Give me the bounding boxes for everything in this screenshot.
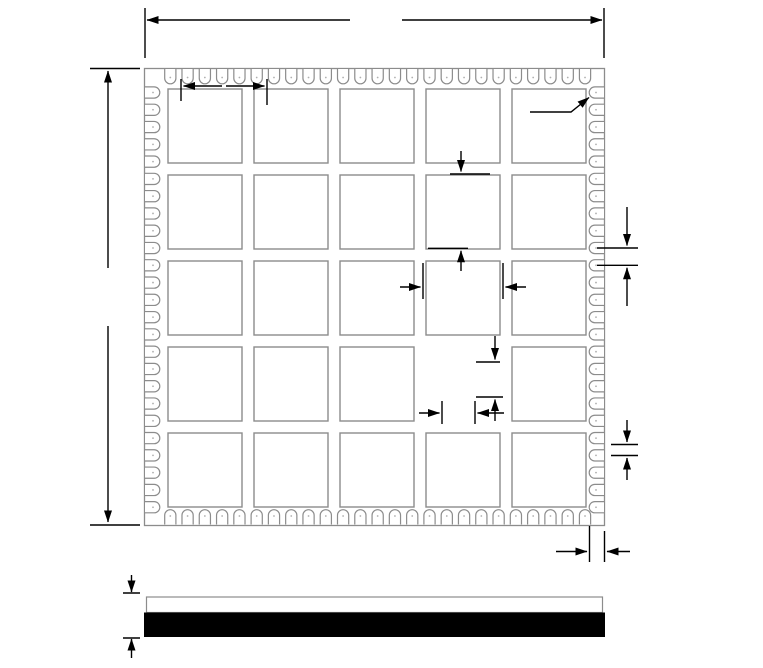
castellation-pad — [389, 69, 400, 84]
pad-drill-dot — [239, 515, 241, 517]
grid-square — [254, 433, 328, 507]
pad-drill-dot — [595, 454, 597, 456]
grid-square — [254, 175, 328, 249]
pad-drill-dot — [480, 77, 482, 79]
castellation-pad — [545, 69, 556, 84]
pad-drill-dot — [152, 403, 154, 405]
pad-drill-dot — [595, 299, 597, 301]
pad-drill-dot — [152, 264, 154, 266]
castellation-pad — [268, 510, 279, 525]
grid-square — [426, 89, 500, 163]
pad-drill-dot — [595, 420, 597, 422]
pad-drill-dot — [221, 77, 223, 79]
pad-drill-dot — [595, 178, 597, 180]
grid-square — [168, 175, 242, 249]
overall-width-dimension — [145, 8, 604, 58]
grid-square — [168, 261, 242, 335]
castellation-pad — [303, 69, 314, 84]
pad-drill-dot — [394, 77, 396, 79]
pad-drill-dot — [446, 515, 448, 517]
pad-drill-dot — [411, 515, 413, 517]
pad-drill-dot — [273, 515, 275, 517]
pad-drill-dot — [498, 515, 500, 517]
grid-square — [254, 89, 328, 163]
pad-drill-dot — [595, 264, 597, 266]
grid-square — [168, 433, 242, 507]
pad-drill-dot — [595, 282, 597, 284]
castellation-pad — [372, 510, 383, 525]
castellation-pad — [407, 510, 418, 525]
pad-drill-dot — [446, 77, 448, 79]
castellation-pad — [338, 69, 349, 84]
castellation-pad — [389, 510, 400, 525]
pad-drill-dot — [359, 515, 361, 517]
castellation-pad — [372, 69, 383, 84]
grid-square — [168, 89, 242, 163]
grid-square — [340, 89, 414, 163]
castellation-pad — [355, 69, 366, 84]
pad-drill-dot — [550, 515, 552, 517]
pad-drill-dot — [567, 77, 569, 79]
grid-square — [426, 175, 500, 249]
pad-drill-dot — [152, 334, 154, 336]
castellation-pad — [562, 510, 573, 525]
grid-square — [340, 175, 414, 249]
pad-drill-dot — [463, 515, 465, 517]
castellation-pad — [528, 510, 539, 525]
pad-drill-dot — [595, 437, 597, 439]
shield-grid-squares — [168, 89, 586, 507]
castellation-pad — [493, 69, 504, 84]
castellation-pad — [510, 69, 521, 84]
castellation-pad — [165, 69, 176, 84]
castellation-pad — [199, 69, 210, 84]
pad-drill-dot — [567, 515, 569, 517]
castellation-pad — [441, 510, 452, 525]
pad-drill-dot — [584, 515, 586, 517]
castellation-pad — [217, 69, 228, 84]
pad-drill-dot — [152, 385, 154, 387]
grid-square — [426, 261, 500, 335]
pad-drill-dot — [152, 161, 154, 163]
pad-drill-dot — [595, 126, 597, 128]
pad-drill-dot — [429, 77, 431, 79]
side-view-body — [144, 613, 605, 638]
castellation-pad — [510, 510, 521, 525]
pad-drill-dot — [595, 247, 597, 249]
pad-drill-dot — [152, 454, 154, 456]
pad-drill-dot — [584, 77, 586, 79]
pad-drill-dot — [595, 213, 597, 215]
castellation-pad — [303, 510, 314, 525]
pad-drill-dot — [152, 299, 154, 301]
pad-drill-dot — [152, 143, 154, 145]
edge-offset-dimension — [556, 526, 630, 562]
castellation-pad — [251, 510, 262, 525]
pad-drill-dot — [152, 437, 154, 439]
pad-drill-dot — [359, 77, 361, 79]
pad-drill-dot — [595, 368, 597, 370]
pad-drill-dot — [595, 92, 597, 94]
pad-drill-dot — [595, 109, 597, 111]
grid-square — [340, 347, 414, 421]
castellation-pad — [320, 510, 331, 525]
pad-drill-dot — [204, 515, 206, 517]
pad-drill-dot — [595, 195, 597, 197]
pad-drill-dot — [342, 77, 344, 79]
pad-drill-dot — [169, 515, 171, 517]
pad-drill-dot — [221, 515, 223, 517]
pad-drill-dot — [325, 515, 327, 517]
castellation-pad — [407, 69, 418, 84]
side-view-substrate — [147, 597, 603, 613]
grid-square — [512, 261, 586, 335]
pad-drill-dot — [595, 472, 597, 474]
pad-drill-dot — [152, 92, 154, 94]
castellation-pad — [182, 69, 193, 84]
pad-drill-dot — [342, 515, 344, 517]
castellation-pad — [268, 69, 279, 84]
pad-drill-dot — [595, 334, 597, 336]
pad-drill-dot — [532, 515, 534, 517]
pad-drill-dot — [256, 515, 258, 517]
pad-drill-dot — [239, 77, 241, 79]
castellation-pad — [476, 69, 487, 84]
pad-drill-dot — [256, 77, 258, 79]
thickness-dimension — [123, 575, 140, 658]
castellation-pad — [424, 69, 435, 84]
pad-drill-dot — [411, 77, 413, 79]
overall-height-dimension — [90, 69, 140, 526]
pad-drill-dot — [273, 77, 275, 79]
pad-drill-dot — [308, 515, 310, 517]
side-view — [144, 597, 605, 637]
pad-drill-dot — [377, 515, 379, 517]
castellation-pad — [286, 510, 297, 525]
pad-drill-dot — [152, 195, 154, 197]
castellation-pad — [545, 510, 556, 525]
castellation-pad — [355, 510, 366, 525]
pad-drill-dot — [290, 515, 292, 517]
pad-drill-dot — [595, 506, 597, 508]
pad-drill-dot — [152, 213, 154, 215]
pad-drill-dot — [152, 506, 154, 508]
grid-square — [512, 89, 586, 163]
grid-square — [512, 433, 586, 507]
castellation-pad — [579, 69, 590, 84]
pad-drill-dot — [595, 143, 597, 145]
pad-drill-dot — [152, 247, 154, 249]
castellation-pad — [424, 510, 435, 525]
castellation-pad — [338, 510, 349, 525]
castellation-pad — [251, 69, 262, 84]
pad-drill-dot — [325, 77, 327, 79]
grid-square — [168, 347, 242, 421]
pad-drill-dot — [308, 77, 310, 79]
pad-drill-dot — [515, 77, 517, 79]
castellation-pad — [286, 69, 297, 84]
pad-drill-dot — [152, 178, 154, 180]
pad-drill-dot — [152, 316, 154, 318]
pad-drill-dot — [290, 77, 292, 79]
grid-square — [340, 261, 414, 335]
castellation-pad — [199, 510, 210, 525]
pad-drill-dot — [595, 351, 597, 353]
pad-drill-dot — [169, 77, 171, 79]
castellation-pad — [493, 510, 504, 525]
grid-square — [254, 261, 328, 335]
castellation-pad — [217, 510, 228, 525]
pad-drill-dot — [595, 230, 597, 232]
pad-drill-dot — [152, 282, 154, 284]
grid-square — [426, 433, 500, 507]
castellation-pad — [579, 510, 590, 525]
castellation-pad — [182, 510, 193, 525]
pad-drill-dot — [595, 385, 597, 387]
pad-drill-dot — [515, 515, 517, 517]
grid-square — [512, 175, 586, 249]
castellation-pad — [562, 69, 573, 84]
pad-drill-dot — [152, 230, 154, 232]
castellation-pad — [234, 510, 245, 525]
pad-drill-dot — [595, 316, 597, 318]
pad-drill-dot — [187, 77, 189, 79]
pad-drill-dot — [394, 515, 396, 517]
pad-drill-dot — [152, 472, 154, 474]
grid-square — [340, 433, 414, 507]
pad-drill-dot — [152, 109, 154, 111]
castellation-pad — [458, 69, 469, 84]
castellation-pad — [441, 69, 452, 84]
pad-drill-dot — [204, 77, 206, 79]
pad-drill-dot — [152, 126, 154, 128]
pad-drill-dot — [595, 403, 597, 405]
castellation-pad — [234, 69, 245, 84]
castellation-pad — [320, 69, 331, 84]
pad-drill-dot — [463, 77, 465, 79]
pad-size-dimension — [611, 420, 638, 480]
pad-drill-dot — [152, 368, 154, 370]
pad-drill-dot — [498, 77, 500, 79]
castellation-pad — [476, 510, 487, 525]
grid-square — [254, 347, 328, 421]
pad-drill-dot — [377, 77, 379, 79]
pad-drill-dot — [595, 161, 597, 163]
pad-drill-dot — [152, 420, 154, 422]
pad-drill-dot — [187, 515, 189, 517]
pad-drill-dot — [480, 515, 482, 517]
pad-drill-dot — [532, 77, 534, 79]
pad-drill-dot — [152, 351, 154, 353]
pad-drill-dot — [152, 489, 154, 491]
pad-drill-dot — [429, 515, 431, 517]
castellation-pad — [528, 69, 539, 84]
castellation-pad — [165, 510, 176, 525]
castellation-pad — [458, 510, 469, 525]
pad-drill-dot — [550, 77, 552, 79]
pad-drill-dot — [595, 489, 597, 491]
grid-square — [512, 347, 586, 421]
